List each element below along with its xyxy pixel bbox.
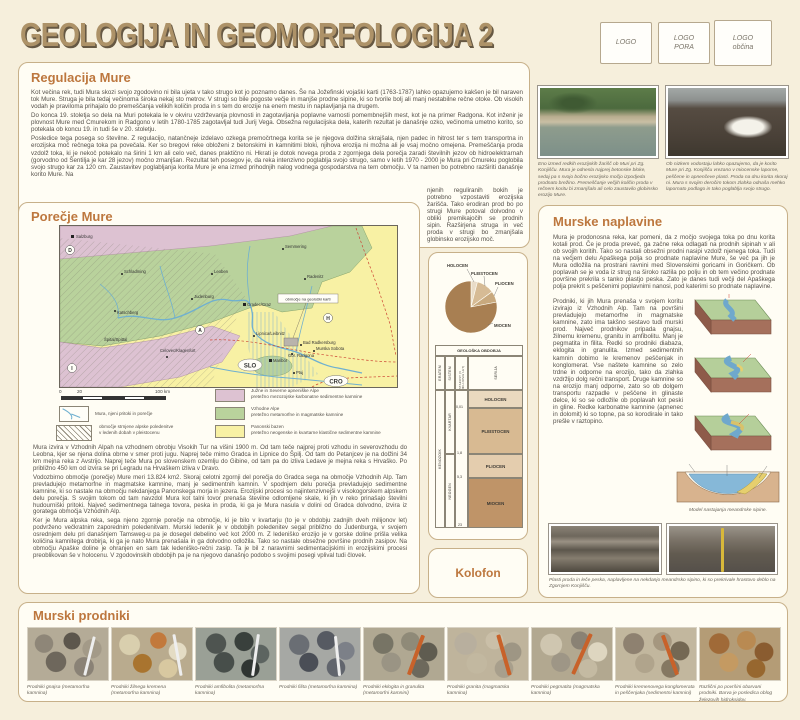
panel-geologic-time — [428, 252, 528, 540]
legend-label-pannonian: Panonski bazen pretežno neogenske in kvartarne klastične sedimentne kamnine — [251, 424, 381, 435]
snow-patch — [724, 116, 772, 138]
prodnik-caption: Različni po površini obarvani prodniki. Barva je posledica oblog železovih hidroksidov. — [699, 685, 773, 703]
regulacija-body-text — [31, 89, 523, 180]
photo-caption: Plasti proda in leče peska, naplavljene na nekdanjo meandrsko sipino, ki so prekrivale hrastovo deblo na Zgornjem Konjišču. — [549, 578, 776, 590]
scale-stick — [251, 634, 260, 676]
svg-text:Špital/Spittal: Špital/Spittal — [104, 337, 128, 342]
age-value: 0,01 — [456, 405, 463, 409]
logo-label: LOGO — [732, 34, 754, 42]
table-title: GEOLOŠKA OBDOBJA — [435, 345, 523, 356]
block-diagram-meander-stage3 — [691, 408, 775, 458]
prodnik-caption: Prodniki granita (magmatska kamnina) — [447, 685, 510, 697]
hammer — [407, 635, 425, 676]
scale-stick — [172, 634, 182, 676]
pie-label-miocen: MIOCEN — [494, 323, 511, 328]
legend-label-east-alps: Vzhodne Alpe pretežno metamorfne in magmatske kamnine — [251, 406, 344, 417]
legend-label-glaciation: območje strnjene alpske poledenitve v ledenih dobah v pleistocenu — [99, 424, 174, 435]
svg-text:Leoben: Leoben — [214, 269, 228, 274]
age-value: 23 — [458, 523, 462, 527]
svg-text:Gradec/Graz: Gradec/Graz — [247, 302, 271, 307]
section-heading-prodniki: Murski prodniki — [33, 608, 130, 623]
hammer — [661, 635, 679, 676]
legend-swatch-pannonian — [215, 425, 245, 438]
row-pliocen: PLIOCEN — [468, 454, 523, 478]
starost-column — [455, 390, 468, 528]
svg-text:Lipnica/Leibnitz: Lipnica/Leibnitz — [256, 331, 285, 336]
photo-erosion-site — [538, 86, 658, 158]
area-label: območje na geološki karti — [285, 296, 331, 302]
legend-label-limestone-alps: Južne in Severne apneniške Alpe pretežno mezozojske karbonatne sedimentne kamnine — [251, 388, 363, 399]
block-diagram-meander-stage2 — [691, 350, 775, 400]
paragraph: Ker je Mura alpska reka, sega njeno zgornje porečje na območje, ki je bilo v kvartarju (to je v obdobju zadnjih dveh milijonov let) podvrženo večkratnim zaporednim poledenitvam. Murski ledenik je v obdobjih poledenitev segal približno do Judenburga, v svojem osrednjem delu pri današnjem Tamsweg-u pa je dosegel debelino več kot 2000 m. Z ledeniško erozijo je v gorske doline prišla velika količina kamnitega drobirja, ki ga je nato Mura prenašala in ga dolvodno odložila. Tako so nastale obsežne površine prodnih zasipov. Na območju Apaške doline je ohranjen en sam tak ledeniško-rečni zasip. Ta je bil z naravnimi sedimentacijskimi in erozijskimi procesi preoblikovan še v holocenu. V zgodovinskih obdobjih pa je na njegovo današnjo podobo s svojimi posegi vplival tudi človek. — [33, 517, 407, 560]
svg-text:Ptuj: Ptuj — [296, 370, 304, 375]
section-heading-naplavine: Murske naplavine — [553, 214, 663, 229]
legend-swatch-east-alps — [215, 407, 245, 420]
channel-cross-section-diagram — [675, 460, 781, 506]
sistem-neogen: NEOGEN — [445, 454, 455, 528]
col-header-serija: SERIJA — [468, 356, 523, 390]
prodnik-caption: Prodniki amfibolita (metamorfna kamnina) — [195, 685, 265, 697]
panel-kolofon — [428, 548, 528, 598]
pie-label-holocen: HOLOCEN — [447, 263, 468, 268]
photo-riverbed-lowwater — [666, 86, 788, 158]
prodnik-caption: Prodniki eklogita in granulita (metamorfni kamnini) — [363, 685, 425, 697]
paragraph: Posledice tega posega so številne. Z regulacijo, natančneje izdelavo ozkega premočrtnega korita se je njegova dolžina skrajšala, njen padec in hitrost ter s tem transportna in erozijska moč rečnega toka pa povečala. Ker so bregovi reke obloženi z betonskimi in kamnitimi bloki, njihova erozija ni možna ali je vsaj močno omejena. Premeščanja proda vzdolž toka, ki je nekoč potekalo na širini 1 km ali celo več, danes praktično ni. Hkrati je dotok novega proda z zgornjega dela porečja zaradi številnih jezov ob hidroelektrarnah (gorvodno od Šentilja je kar 28 jezov) močno zmanjšan. Rezultat teh posegov je, da reka intenzivno poglablja svojo strugo, samo v letih 1970 - 2000 je Mura pri Cmureku poglobila svojo strugo kar za 120 cm. Zaustavitev poglabljanja korita Mure je ena izmed prihodnjih nalog vodnega gospodarstva na tem območju. V ta namen bo potrebno razširiti današnje korito Mure. Na — [31, 135, 523, 178]
geologic-map-area-marker — [284, 338, 298, 346]
photo-prodniki-zilni-kremen — [111, 627, 193, 681]
svg-text:Radenitz: Radenitz — [307, 274, 324, 279]
svg-text:Bad Radkersburg: Bad Radkersburg — [303, 340, 336, 345]
hammer — [496, 634, 511, 675]
glaciated-area-hatch — [60, 238, 245, 387]
col-header-sistem: SISTEM — [445, 356, 455, 390]
photo-prodniki-filit — [279, 627, 361, 681]
svg-text:Gor. Radgona: Gor. Radgona — [288, 353, 315, 358]
prodnik-caption: Prodniki filita (metamorfna kamnina) — [279, 685, 358, 690]
porecje-body-text — [33, 445, 407, 562]
diagram-caption: Model nastajanja meandrske sipine. — [688, 508, 768, 513]
eratem-kenozoik: KENOZOIK — [435, 390, 445, 528]
svg-text:Katschberg: Katschberg — [117, 310, 139, 315]
photo-gravel-layers-2 — [667, 524, 777, 574]
svg-text:Maribor: Maribor — [273, 358, 288, 363]
mura-corridor-hatch — [248, 312, 318, 387]
row-holocen: HOLOCEN — [468, 390, 523, 408]
section-heading-kolofon: Kolofon — [455, 566, 501, 580]
photo-caption: Ob nizkem vodostaju lahko opazujemo, da je korito Mure pri Zg. Konjišču vrezano v miocenske laporne, peščene in apnenčeve plasti. Proda na dnu korita skoraj ni. Mura s svojim deročim tokom zlahka odnaša mehko lapornato podlago in tako poglablja svojo strugo. — [666, 162, 788, 193]
block-diagram-meander-stage1 — [691, 292, 775, 342]
logo-label: LOGO — [615, 39, 637, 47]
page-title: GEOLOGIJA IN GEOMORFOLOGIJA 2 — [20, 16, 493, 53]
naplavine-para1: Mura je prodonosna reka, kar pomeni, da z močjo svojega toka po dnu korita kotali prod. Če je proda preveč, ga začne reka odlagati na prodnih sipinah v ali ob svojih koritih. Tako so nastali obsežni prodni nasipi vzdolž njenega toka. Tudi na večjem delu Apaškega polja so prodnate naplavine Mure, še več pa jih je Mura odložila na prostrani ravnini med Slovenskimi goricami in Goričkem. Ob poplavah se je voda iz strug na široko razlila po polju in ob tem večino prodnate površine prekrila s tanko plastjo peska. Zato je danes tudi večji del Apaškega polja prekrit s peščenimi poplavnimi nanosi, pod katerimi so prodnate naplavine. — [553, 234, 775, 291]
logo-placeholder-3: LOGO občina — [714, 20, 772, 66]
section-heading-porecje: Porečje Mure — [31, 209, 113, 224]
svg-text:Celovec/Klagenfurt: Celovec/Klagenfurt — [160, 348, 196, 353]
svg-text:Judenburg: Judenburg — [194, 294, 214, 299]
scale-stick — [334, 636, 341, 676]
paragraph: Do konca 19. stoletja so dela na Muri potekala le v okviru vzdrževanja plovnosti in zagotavljanja poplavne varnosti pomembnejših mest, kot je na primer Radgona. Kot inženir je plovnost Mure med Cmurekom in Radgono v letih 1780-1785 zagotavljal tudi Jurij Vega. Obsežna regulacijska dela, katerih rezultat je današnje ozko, večinoma umetno korito, so potekala ob koncu 19. in tudi še v 20. stoletju. — [31, 112, 523, 134]
paragraph: Mura izvira v Vzhodnih Alpah na vzhodnem obrobju Visokih Tur na višini 1900 m. Od tam teče najprej proti vzhodu in severovzhodu do Leobna, kjer se njena dolina obrne v smer proti jugu. Naprej teče mimo Gradca in Lipnice do Špilj. Od tam do Petanjcev je na dolžini 34 km mejna reka z Avstrijo. Naprej teče Mura po slovenskem ozemlju do Gibine, od tam pa do izliva Ledave je mejna reka s Hrvaško. Po približno 450 km od izvira se pri Legradu na Hrvaškem izliva v Dravo. — [33, 444, 407, 472]
svg-text:I: I — [71, 366, 73, 372]
pie-label-pleistocen: PLEISTOCEN — [471, 271, 498, 276]
svg-text:SLO: SLO — [243, 363, 257, 370]
regulacija-body-continuation: njenih reguliranih bokih je potrebno vzpostaviti erozijska žarišča. Tako erodiran prod bo po strugi Mure potoval dolvodno v obliki premikajočih se prodnih sipin. Razširjena struga in več proda v strugi bo zmanjšala globinsko erozijsko moč. — [427, 187, 523, 244]
logo-placeholder-1 — [600, 22, 652, 64]
legend-swatch-limestone-alps — [215, 389, 245, 402]
photo-prodniki-konglomerat-pescenjak — [615, 627, 697, 681]
photo-prodniki-granit — [447, 627, 529, 681]
scale-hundred: 100 km — [155, 389, 171, 394]
logo-label: LOGO — [673, 34, 695, 42]
svg-text:Salzburg: Salzburg — [76, 234, 93, 239]
scale-stick — [83, 636, 96, 676]
hammer — [571, 633, 593, 675]
sistem-kvartar: KVARTAR — [445, 390, 455, 454]
scale-zero: 0 — [59, 389, 62, 394]
mura-basin-map — [59, 225, 398, 388]
svg-text:Semmering: Semmering — [285, 244, 307, 249]
photo-gravel-layers-1 — [549, 524, 661, 574]
panel-murski-prodniki — [18, 602, 788, 702]
scale-stick — [721, 528, 724, 572]
foliage — [548, 92, 598, 114]
row-pleistocen: PLEISTOCEN — [468, 408, 523, 454]
svg-text:CRO: CRO — [329, 379, 343, 386]
legend-swatch-river — [59, 406, 89, 422]
svg-text:A: A — [198, 328, 202, 334]
age-value: 1,8 — [457, 451, 462, 455]
svg-text:H: H — [326, 316, 330, 322]
pie-label-pliocen: PLIOCEN — [495, 281, 514, 286]
scale-twenty: 20 — [77, 389, 83, 394]
paragraph: Vodozbirno območje (porečje) Mure meri 13.824 km2. Skoraj celotni zgornji del porečja do Gradca sega na območje Vzhodnih Alp. Tam prevladujejo metamorfne in magmatske kamnine, manj je sedimentnih kamnin. V spodnjem delu porečja prevladujejo sedimentne kamnine, ki so nastale na območju nekdanjega Panonskega morja in jezera. Erozijski procesi so najintenzivnejši v visokogorskem alpskem delu porečja. S svojim tokom od tam navzdol Mura kot talni tovor prenaša številne odlomljene skale, ki jih v reko prinašajo številni hudourniški pritoki. Največ sedimentnega talnega tovora, peska in proda, ki ga je Mura nasula v dolini od Gradca dolvodno, izvira iz goratega območja Vzhodnih Alp. — [33, 473, 407, 516]
photo-prodniki-gnajs — [27, 627, 109, 681]
svg-text:Murska Sobota: Murska Sobota — [316, 346, 345, 351]
col-header-starost: STAROST (V MILIJONIH LET) — [455, 356, 468, 390]
photo-prodniki-obarvani — [699, 627, 781, 681]
section-heading-regulacija: Regulacija Mure — [31, 70, 131, 85]
prodnik-caption: Prodniki kremenovega konglomerata in peščenjaka (sedimentni kamnini) — [615, 685, 695, 697]
age-value: 5,3 — [457, 475, 462, 479]
legend-label-river: Mura, njeni pritoki in porečje — [95, 411, 153, 416]
panel-porecje-mure — [18, 202, 420, 594]
pie-chart-geologic-periods — [431, 257, 527, 343]
photo-prodniki-eklogit-granulit — [363, 627, 445, 681]
photo-caption: Eno izmed redkih erozijskih žarišč ob Muri pri Zg. Konjišču. Mura je odnesla najprej betonske bloke, sedaj pa s svojo bočno erozijsko močjo izpodjeda prodnato brežino. Premeščanje večjih količin proda v rečnem koritu bi zmanjšalo ali celo zaustavilo globinsko erozijo Mure. — [538, 162, 658, 199]
svg-text:Schladming: Schladming — [124, 269, 146, 274]
prodnik-caption: Prodniki gnajsa (metamorfna kamnina) — [27, 685, 90, 697]
logo-placeholder-2: LOGO PORA — [658, 22, 710, 64]
panel-murske-naplavine — [538, 205, 788, 598]
legend-swatch-glaciation — [56, 425, 92, 441]
naplavine-para2: Prodniki, ki jih Mura prenaša v svojem koritu izvirajo iz Vzhodnih Alp. Tam na površini prevladujejo metamorfne in magmatske kamnine, zato ima takšno sestavo tudi murski prod. Največ prodnikov pripada gnajsu, žilnemu kremenu, granitu in amfibolitu. Manj je pegmatita in filita. Redki so prodniki diabaza, eklogita in granulita. Izmed sedimentnih kamnin dobimo le kremenov peščenjak in konglomerat. Vse naštete kamnine so zelo trdne in odporne na erozijo, tako da zlahka vzdržijo dolg rečni transport. Druge kamnine so na erozijo manj odporne, zato so ob dolgem transportu razpadle v peščene in glinaste delce, ki so se odložile ob poplavah kot peski in gline. Redke karbonatne kamnine (apnenec in dolomit) ki so topne, pa so korodirale in tako prešle v raztopino. — [553, 298, 683, 426]
svg-text:D: D — [68, 248, 72, 254]
prodnik-caption: Prodniki žilnega kremena (metamorfna kamnina) — [111, 685, 166, 697]
col-header-eratem: ERATEM — [435, 356, 445, 390]
row-miocen: MIOCEN — [468, 478, 523, 528]
prodnik-caption: Prodniki pegmatita (magmatska kamnina) — [531, 685, 600, 697]
photo-prodniki-pegmatit — [531, 627, 613, 681]
photo-prodniki-amfibolit — [195, 627, 277, 681]
paragraph: Kot večina rek, tudi Mura skozi svojo zgodovino ni bila ujeta v tako strugo kot jo poznamo danes. Še na Jožefinski vojaški karti (1763-1787) lahko opazujemo kakšen je bil naraven tok Mure. Struga je bila tedaj večinoma široka nekaj sto metrov. V strugi so bile pogoste večje in manjše prodne sipine, ki so tvorile bolj ali manj nestabilne rečne otoke. Ob visokih vodah je praviloma prihajalo do premeščanja velikih količin proda in s tem do erozije na enem mestu in naplavljanja na drugem. — [31, 89, 523, 111]
